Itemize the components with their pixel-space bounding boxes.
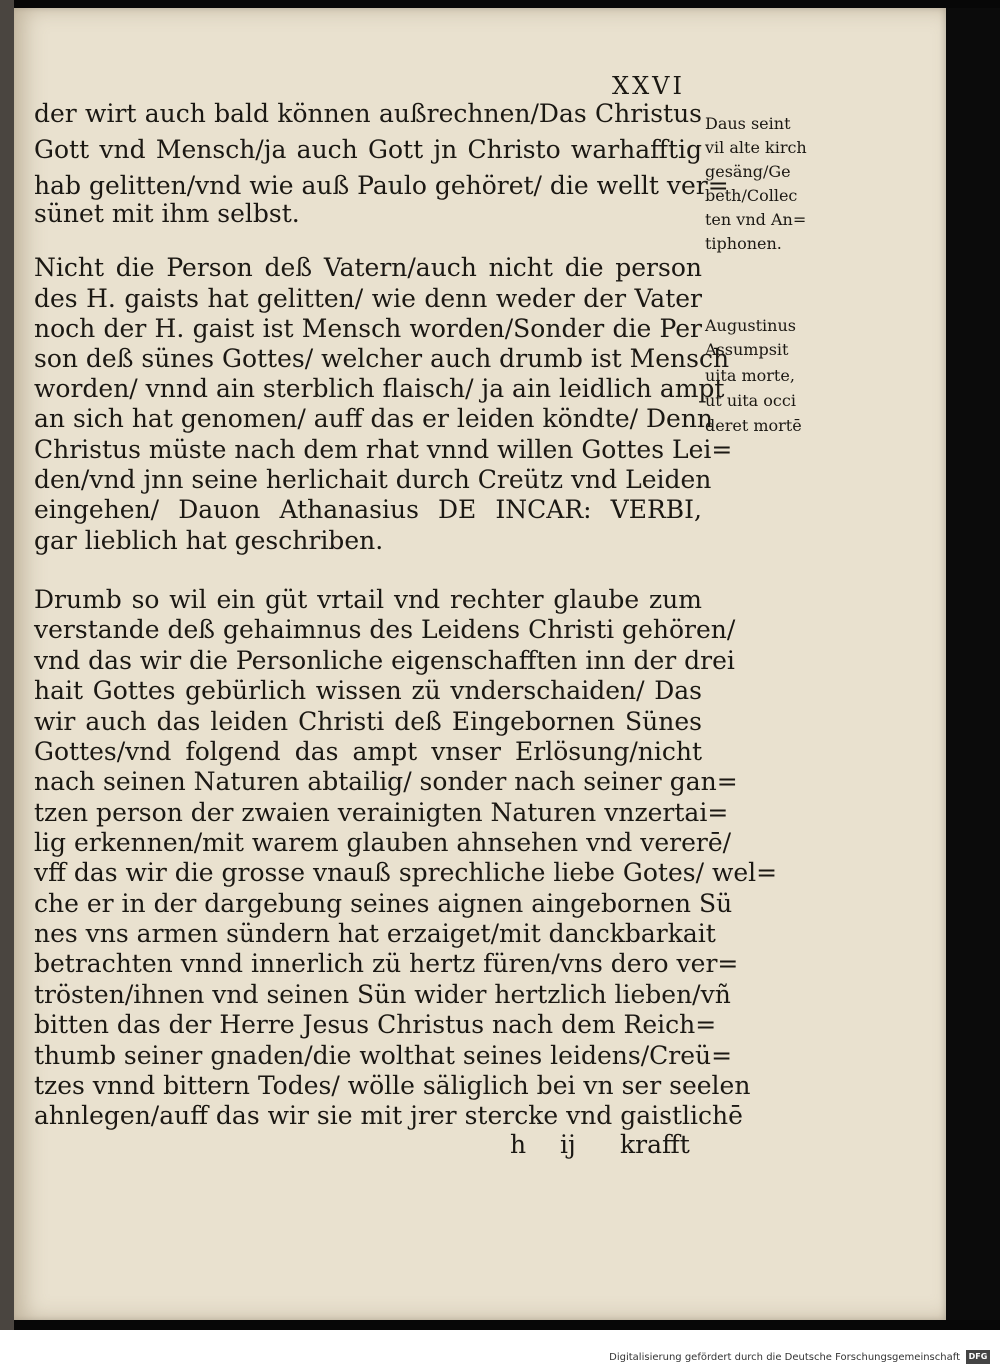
marginal-line: Daus seint xyxy=(705,114,791,133)
marginal-line: tiphonen. xyxy=(705,234,782,253)
text-line: Gott vnd Mensch/ja auch Gott jn Christo warhafftig xyxy=(34,135,702,164)
marginal-line: Assumpsit xyxy=(705,340,789,359)
text-line: che er in der dargebung seines aignen aingebornen Sü xyxy=(34,889,733,918)
text-line: worden/ vnnd ain sterblich flaisch/ ja ain leidlich ampt xyxy=(34,374,725,403)
text-line: hait Gottes gebürlich wissen zü vnderschaiden/ Das xyxy=(34,676,702,705)
page-number: XXVI xyxy=(612,72,685,100)
text-line: nach seinen Naturen abtailig/ sonder nach seiner gan= xyxy=(34,767,738,796)
signature-number: ij xyxy=(560,1130,576,1159)
text-line: nes vns armen sündern hat erzaiget/mit danckbarkait xyxy=(34,919,716,948)
text-line: tzen person der zwaien verainigten Naturen vnzertai= xyxy=(34,798,729,827)
text-line: vnd das wir die Personliche eigenschafften inn der drei xyxy=(34,646,735,675)
marginal-line: beth/Collec xyxy=(705,186,798,205)
scan-right-edge xyxy=(946,8,1000,1320)
footer xyxy=(0,1330,1000,1372)
text-line: tzes vnnd bittern Todes/ wölle säliglich bei vn ser seelen xyxy=(34,1071,751,1100)
text-line: noch der H. gaist ist Mensch worden/Sonder die Per xyxy=(34,314,702,343)
marginal-line: uita morte, xyxy=(705,366,795,385)
signature-row xyxy=(500,1130,700,1164)
marginal-line: deret mortē xyxy=(705,416,802,435)
marginal-line: gesäng/Ge xyxy=(705,162,791,181)
text-line: den/vnd jnn seine herlichait durch Creütz vnd Leiden xyxy=(34,465,712,494)
text-line: der wirt auch bald können außrechnen/Das Christus xyxy=(34,99,702,128)
text-line: son deß sünes Gottes/ welcher auch drumb ist Mensch xyxy=(34,344,730,373)
text-line: trösten/ihnen vnd seinen Sün wider hertzlich lieben/vñ xyxy=(34,980,731,1009)
scan-left-edge xyxy=(0,0,14,1330)
text-line: an sich hat genomen/ auff das er leiden köndte/ Denn xyxy=(34,404,714,433)
catchword: krafft xyxy=(620,1130,690,1159)
text-line: bitten das der Herre Jesus Christus nach dem Reich= xyxy=(34,1010,717,1039)
marginal-line: Augustinus xyxy=(705,316,796,335)
signature-mark: h xyxy=(510,1130,527,1159)
text-line: des H. gaists hat gelitten/ wie denn weder der Vater xyxy=(34,284,702,313)
marginal-line: ten vnd An= xyxy=(705,210,807,229)
marginal-line: vil alte kirch xyxy=(705,138,807,157)
text-line: betrachten vnnd innerlich zü hertz füren/vns dero ver= xyxy=(34,949,739,978)
text-line: eingehen/ Dauon Athanasius DE INCAR: VERBI, xyxy=(34,495,702,524)
text-line: wir auch das leiden Christi deß Eingebornen Sünes xyxy=(34,707,702,736)
text-line: sünet mit ihm selbst. xyxy=(34,199,300,228)
text-line: Drumb so wil ein güt vrtail vnd rechter glaube zum xyxy=(34,585,702,614)
text-line: Gottes/vnd folgend das ampt vnser Erlösung/nicht xyxy=(34,737,702,766)
text-line: hab gelitten/vnd wie auß Paulo gehöret/ die wellt ver= xyxy=(34,171,729,200)
text-line: verstande deß gehaimnus des Leidens Christi gehören/ xyxy=(34,615,736,644)
digitization-credit: Digitalisierung gefördert durch die Deutsche Forschungsgemeinschaft xyxy=(609,1352,960,1363)
text-line: lig erkennen/mit warem glauben ahnsehen vnd vererē/ xyxy=(34,828,732,857)
text-line: ahnlegen/auff das wir sie mit jrer stercke vnd gaistlichē xyxy=(34,1101,743,1130)
text-line: gar lieblich hat geschriben. xyxy=(34,526,384,555)
text-line: vff das wir die grosse vnauß sprechliche liebe Gotes/ wel= xyxy=(34,858,778,887)
dfg-logo: DFG xyxy=(966,1350,990,1364)
text-line: Christus müste nach dem rhat vnnd willen Gottes Lei= xyxy=(34,435,733,464)
text-line: thumb seiner gnaden/die wolthat seines leidens/Creü= xyxy=(34,1041,733,1070)
marginal-line: ut uita occi xyxy=(705,391,796,410)
text-line: Nicht die Person deß Vatern/auch nicht die person xyxy=(34,253,702,282)
